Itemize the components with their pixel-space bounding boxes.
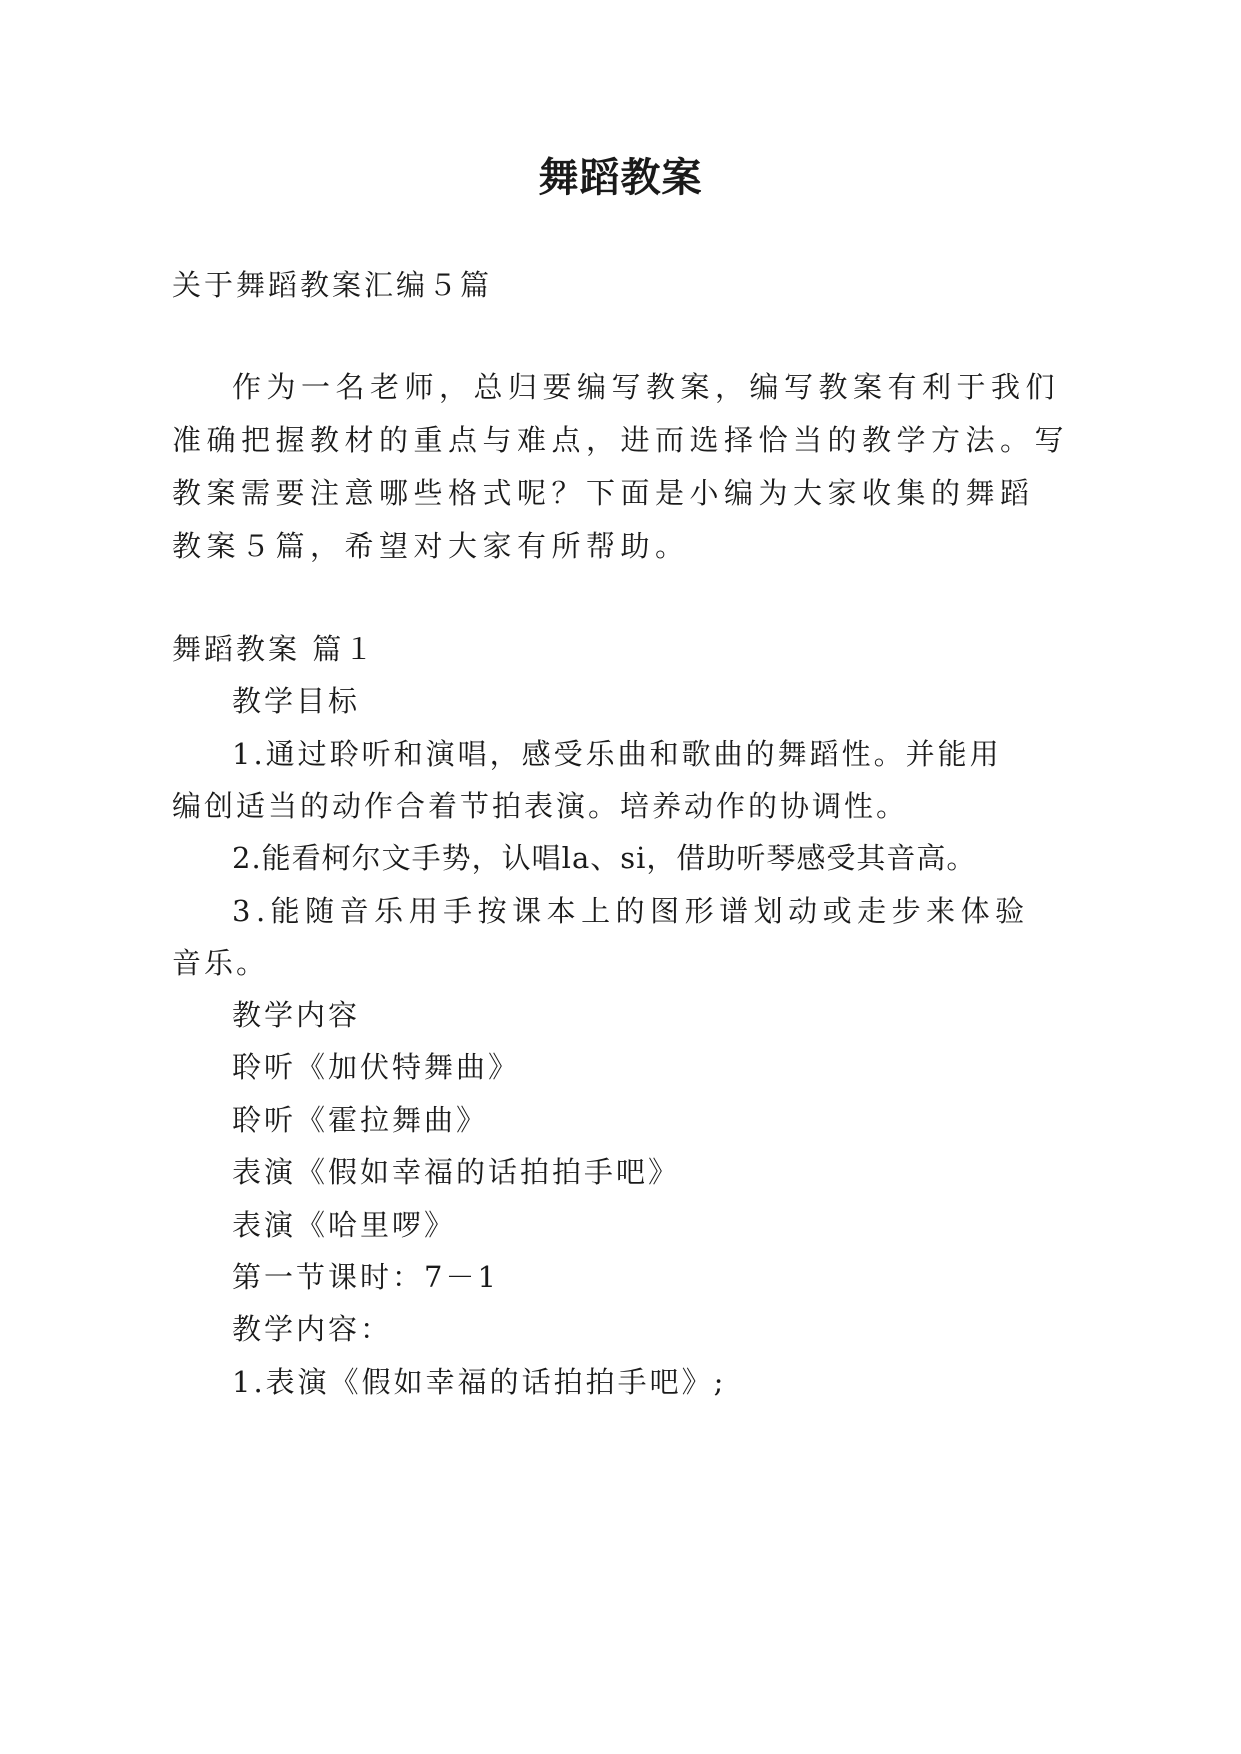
intro-line: 作为一名老师，总归要编写教案，编写教案有利于我们 — [232, 370, 1061, 404]
body-line: 聆听《霍拉舞曲》 — [232, 1103, 489, 1137]
section-heading: 舞蹈教案 篇１ — [172, 632, 377, 666]
document-subtitle: 关于舞蹈教案汇编５篇 — [172, 268, 493, 302]
body-line: 3.能随音乐用手按课本上的图形谱划动或走步来体验 — [232, 894, 1030, 928]
body-line: 1.表演《假如幸福的话拍拍手吧》; — [232, 1365, 727, 1399]
body-line: 教学内容： — [232, 1312, 393, 1346]
body-line: 聆听《加伏特舞曲》 — [232, 1050, 521, 1084]
intro-line: 教案５篇，希望对大家有所帮助。 — [172, 529, 690, 563]
body-line: 第一节课时：7－1 — [232, 1260, 499, 1294]
intro-line: 准确把握教材的重点与难点，进而选择恰当的教学方法。写 — [172, 423, 1070, 457]
body-line: 编创适当的动作合着节拍表演。培养动作的协调性。 — [172, 789, 909, 823]
intro-line: 教案需要注意哪些格式呢？下面是小编为大家收集的舞蹈 — [172, 476, 1035, 510]
body-line: 1.通过聆听和演唱，感受乐曲和歌曲的舞蹈性。并能用 — [232, 737, 1002, 771]
body-line: 音乐。 — [172, 946, 269, 980]
body-line: 教学内容 — [232, 998, 361, 1032]
document-title: 舞蹈教案 — [538, 155, 703, 201]
body-line: 2.能看柯尔文手势，认唱la、si，借助听琴感受其音高。 — [232, 841, 977, 875]
body-line: 表演《假如幸福的话拍拍手吧》 — [232, 1155, 681, 1189]
body-line: 教学目标 — [232, 684, 361, 718]
body-line: 表演《哈里啰》 — [232, 1208, 457, 1242]
